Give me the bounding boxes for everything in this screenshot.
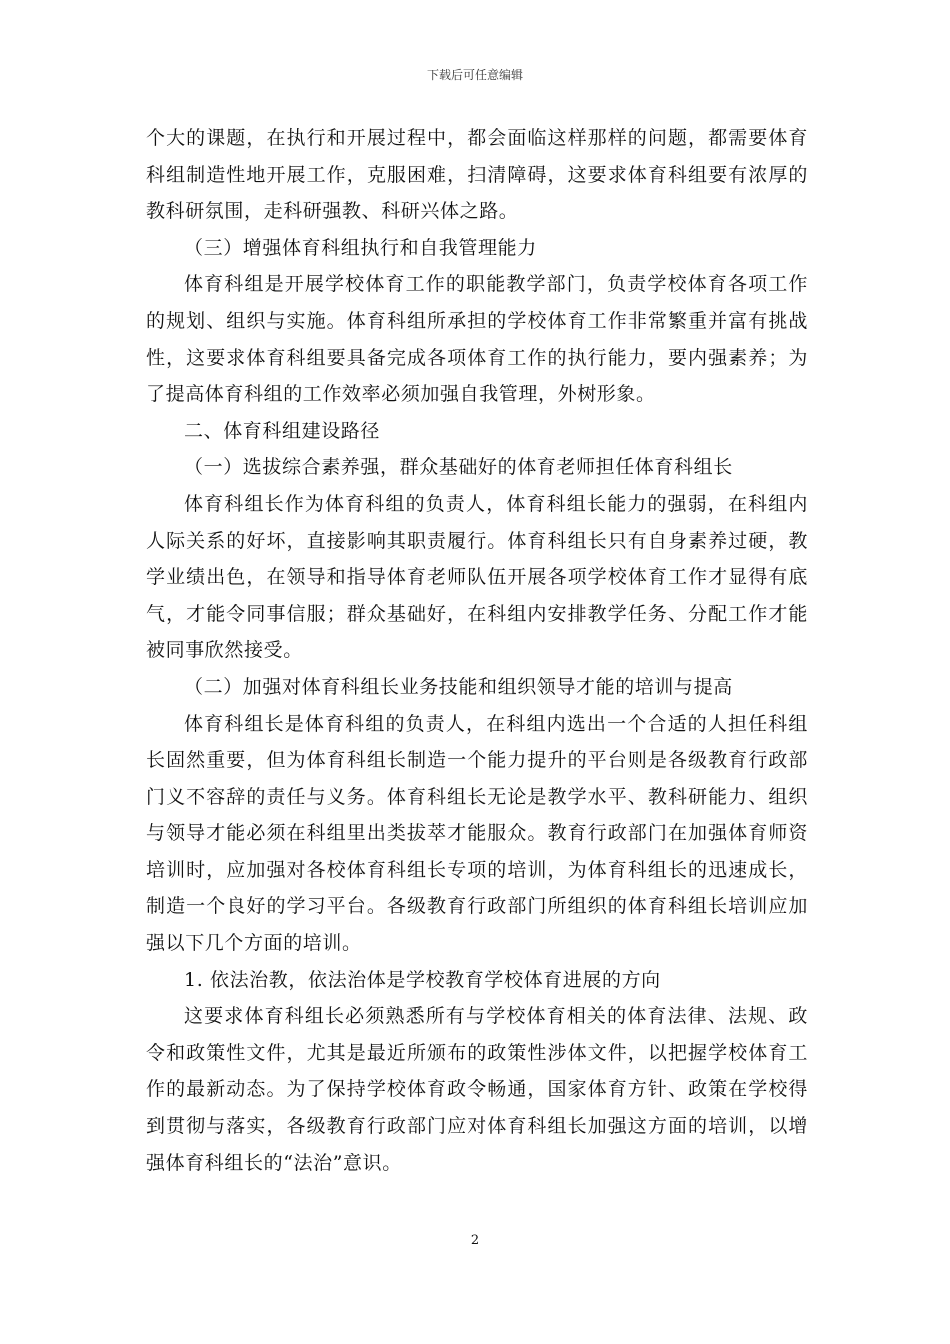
paragraph: 体育科组长是体育科组的负责人，在科组内选出一个合适的人担任科组长固然重要，但为体育科组长制造一个能力提升的平台则是各级教育行政部门义不容辞的责任与义务。体育科组长无论是教学水平、教科研能力、组织与领导才能必须在科组里出类拔萃才能服众。教育行政部门在加强体育师资培训时，应加强对各校体育科组长专项的培训，为体育科组长的迅速成长，制造一个良好的学习平台。各级教育行政部门所组织的体育科组长培训应加强以下几个方面的培训。 <box>146 712 808 955</box>
chapter-heading-2: 二、体育科组建设路径 <box>184 419 381 442</box>
page-header: 下载后可任意编辑 <box>426 68 523 82</box>
paragraph-continuation: 个大的课题，在执行和开展过程中，都会面临这样那样的问题，都需要体育科组制造性地开展工作，克服困难，扫清障碍，这要求体育科组要有浓厚的教科研氛围，走科研强教、科研兴体之路。 <box>146 127 808 223</box>
section-heading-1: （一）选拔综合素养强，群众基础好的体育老师担任体育科组长 <box>184 456 733 479</box>
paragraph: 这要求体育科组长必须熟悉所有与学校体育相关的体育法律、法规、政令和政策性文件，尤其是最近所颁布的政策性涉体文件，以把握学校体育工作的最新动态。为了保持学校体育政令畅通，国家体育方针、政策在学校得到贯彻与落实，各级教育行政部门应对体育科组长加强这方面的培训，以增强体育科组长的“法治”意识。 <box>146 1005 808 1174</box>
numbered-item-heading: 1. 依法治教，依法治体是学校教育学校体育进展的方向 <box>184 968 661 991</box>
paragraph: 体育科组是开展学校体育工作的职能教学部门，负责学校体育各项工作的规划、组织与实施。体育科组所承担的学校体育工作非常繁重并富有挑战性，这要求体育科组要具备完成各项体育工作的执行能力，要内强素养；为了提高体育科组的工作效率必须加强自我管理，外树形象。 <box>146 273 808 406</box>
section-heading-3: （三）增强体育科组执行和自我管理能力 <box>184 236 537 259</box>
section-heading-2: （二）加强对体育科组长业务技能和组织领导才能的培训与提高 <box>184 675 733 698</box>
document-body <box>146 120 808 1181</box>
paragraph: 体育科组长作为体育科组的负责人，体育科组长能力的强弱，在科组内人际关系的好坏，直接影响其职责履行。体育科组长只有自身素养过硬，教学业绩出色，在领导和指导体育老师队伍开展各项学校体育工作才显得有底气，才能令同事信服；群众基础好，在科组内安排教学任务、分配工作才能被同事欣然接受。 <box>146 492 808 662</box>
page-number: 2 <box>470 1233 480 1248</box>
